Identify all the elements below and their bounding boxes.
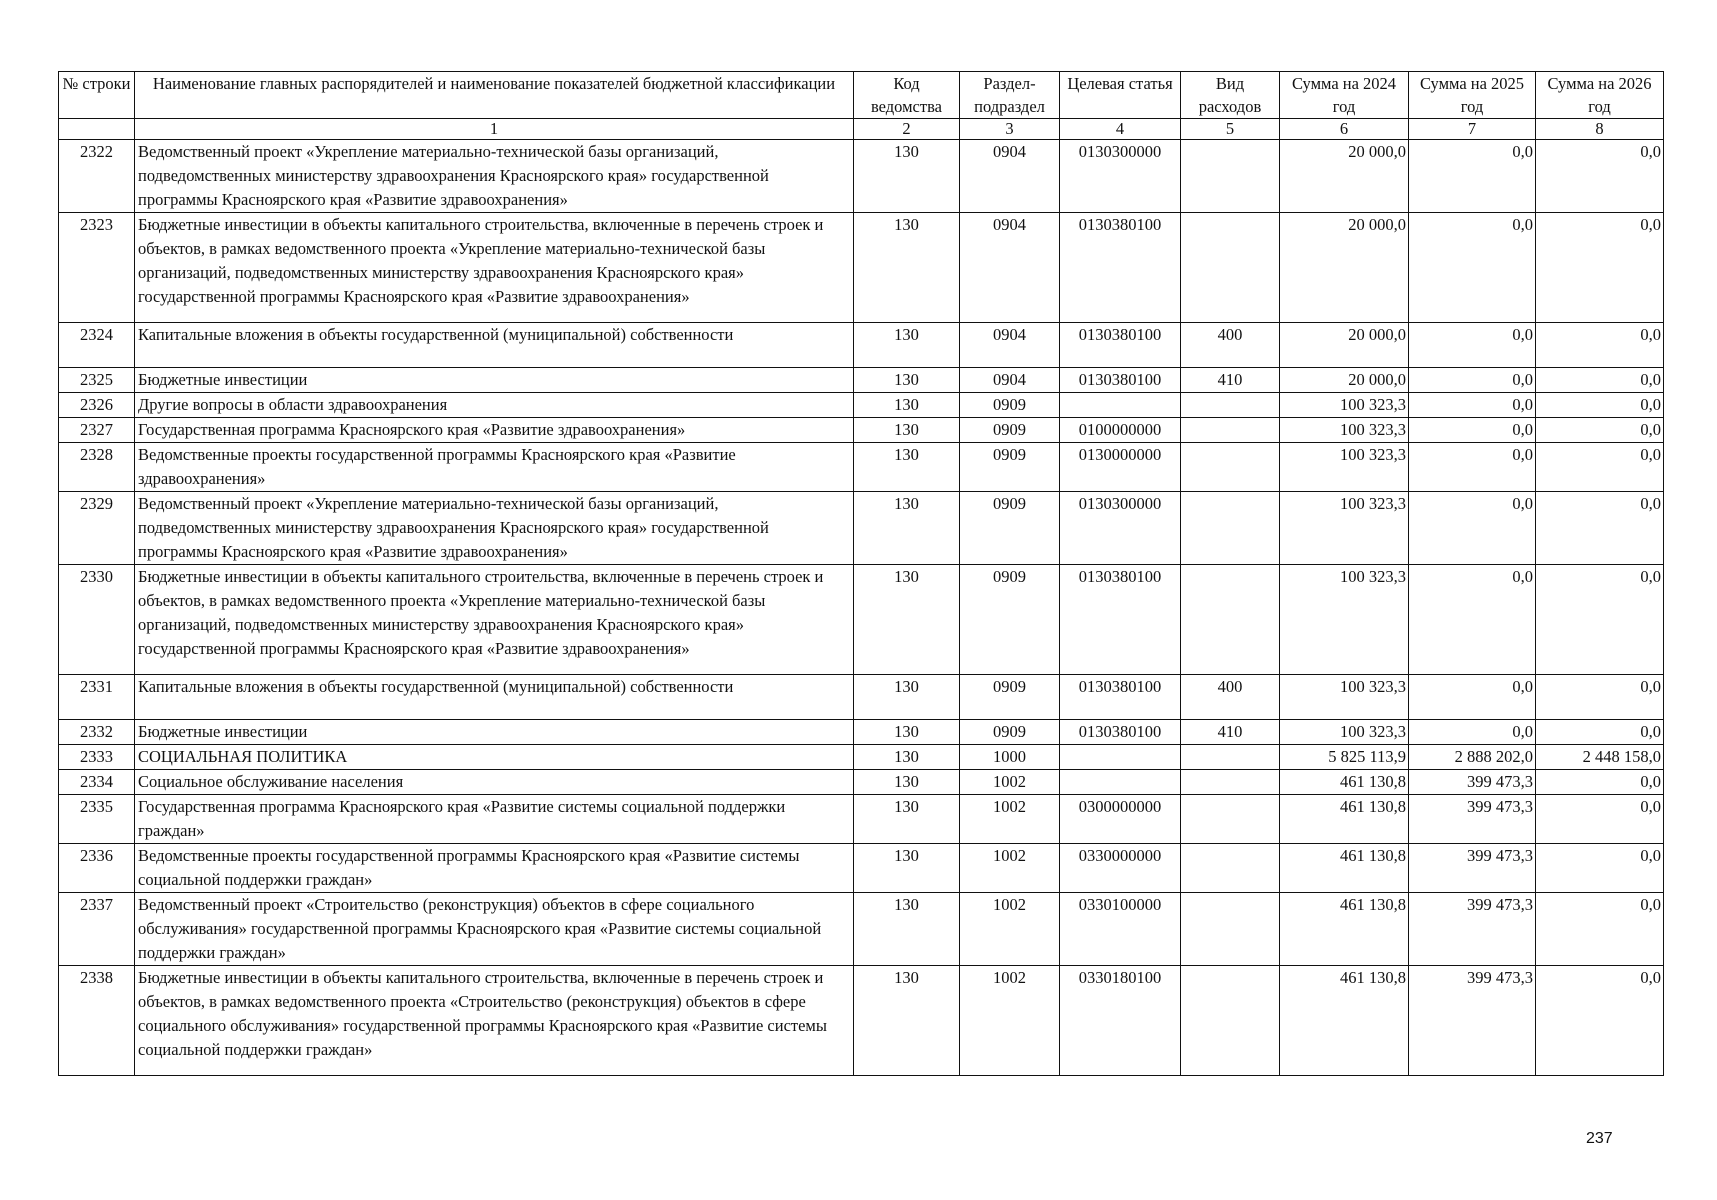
sum-2026-cell: 0,0 — [1536, 368, 1664, 393]
table-body — [59, 140, 1664, 1076]
row-number-cell: 2334 — [59, 770, 135, 795]
sum-2026-cell: 0,0 — [1536, 140, 1664, 213]
sum-2025-cell: 0,0 — [1409, 720, 1536, 745]
target-article-cell — [1060, 745, 1181, 770]
row-number-cell: 2338 — [59, 966, 135, 1076]
budget-table — [58, 71, 1664, 1076]
sum-2024-cell: 100 323,3 — [1280, 443, 1409, 492]
sum-2025-cell: 0,0 — [1409, 213, 1536, 323]
table-row — [59, 844, 1664, 893]
department-code-cell: 130 — [854, 323, 960, 368]
sum-2026-cell: 0,0 — [1536, 443, 1664, 492]
sum-2025-cell: 0,0 — [1409, 675, 1536, 720]
section-cell: 0904 — [960, 323, 1060, 368]
sum-2026-cell: 0,0 — [1536, 966, 1664, 1076]
department-code-cell: 130 — [854, 720, 960, 745]
expense-type-cell — [1181, 492, 1280, 565]
expense-type-cell — [1181, 140, 1280, 213]
table-row — [59, 720, 1664, 745]
column-number: 7 — [1409, 119, 1536, 140]
row-number-cell: 2328 — [59, 443, 135, 492]
row-number-cell: 2335 — [59, 795, 135, 844]
section-cell: 1002 — [960, 893, 1060, 966]
section-cell: 0909 — [960, 720, 1060, 745]
sum-2024-cell: 100 323,3 — [1280, 492, 1409, 565]
sum-2025-cell: 0,0 — [1409, 443, 1536, 492]
row-number-cell: 2329 — [59, 492, 135, 565]
row-number-cell: 2323 — [59, 213, 135, 323]
row-number-cell: 2331 — [59, 675, 135, 720]
header-section: Раздел-подраздел — [960, 72, 1060, 119]
target-article-cell: 0300000000 — [1060, 795, 1181, 844]
table-row — [59, 213, 1664, 323]
page-number: 237 — [1586, 1130, 1613, 1147]
department-code-cell: 130 — [854, 893, 960, 966]
section-cell: 1000 — [960, 745, 1060, 770]
sum-2024-cell: 461 130,8 — [1280, 844, 1409, 893]
section-cell: 0909 — [960, 492, 1060, 565]
expense-type-cell — [1181, 418, 1280, 443]
target-article-cell: 0330000000 — [1060, 844, 1181, 893]
sum-2026-cell: 0,0 — [1536, 770, 1664, 795]
row-name-cell: Бюджетные инвестиции — [135, 720, 854, 745]
table-row — [59, 323, 1664, 368]
target-article-cell — [1060, 393, 1181, 418]
row-name-cell: Капитальные вложения в объекты государственной (муниципальной) собственности — [135, 675, 854, 720]
row-number-cell: 2336 — [59, 844, 135, 893]
table-row — [59, 443, 1664, 492]
table-row — [59, 565, 1664, 675]
column-number: 6 — [1280, 119, 1409, 140]
header-sum-2026: Сумма на 2026 год — [1536, 72, 1664, 119]
sum-2026-cell: 0,0 — [1536, 844, 1664, 893]
row-name-cell: Государственная программа Красноярского края «Развитие здравоохранения» — [135, 418, 854, 443]
department-code-cell: 130 — [854, 393, 960, 418]
row-name-cell: Капитальные вложения в объекты государственной (муниципальной) собственности — [135, 323, 854, 368]
column-number: 5 — [1181, 119, 1280, 140]
sum-2024-cell: 20 000,0 — [1280, 323, 1409, 368]
row-name-cell: Социальное обслуживание населения — [135, 770, 854, 795]
column-number: 4 — [1060, 119, 1181, 140]
sum-2024-cell: 461 130,8 — [1280, 966, 1409, 1076]
sum-2025-cell: 0,0 — [1409, 418, 1536, 443]
table-row — [59, 393, 1664, 418]
row-number-cell: 2327 — [59, 418, 135, 443]
row-name-cell: Бюджетные инвестиции в объекты капитального строительства, включенные в перечень строек и объектов, в рамках ведомственного проекта «Укрепление материально-технической базы организаций, подведомственных министерству здравоохранения Красноярского края» государственной программы Красноярского края «Развитие здравоохранения» — [135, 213, 854, 323]
sum-2026-cell: 0,0 — [1536, 492, 1664, 565]
sum-2024-cell: 100 323,3 — [1280, 720, 1409, 745]
table-row — [59, 492, 1664, 565]
department-code-cell: 130 — [854, 140, 960, 213]
sum-2024-cell: 5 825 113,9 — [1280, 745, 1409, 770]
sum-2026-cell: 0,0 — [1536, 565, 1664, 675]
row-number-cell: 2322 — [59, 140, 135, 213]
sum-2026-cell: 0,0 — [1536, 418, 1664, 443]
sum-2026-cell: 0,0 — [1536, 213, 1664, 323]
header-sum-2024: Сумма на 2024 год — [1280, 72, 1409, 119]
sum-2026-cell: 0,0 — [1536, 675, 1664, 720]
sum-2025-cell: 399 473,3 — [1409, 966, 1536, 1076]
row-number-cell: 2324 — [59, 323, 135, 368]
table-row — [59, 745, 1664, 770]
sum-2025-cell: 0,0 — [1409, 393, 1536, 418]
row-number-cell: 2332 — [59, 720, 135, 745]
target-article-cell: 0130380100 — [1060, 323, 1181, 368]
section-cell: 0909 — [960, 418, 1060, 443]
expense-type-cell — [1181, 844, 1280, 893]
section-cell: 1002 — [960, 795, 1060, 844]
row-name-cell: Бюджетные инвестиции — [135, 368, 854, 393]
expense-type-cell — [1181, 770, 1280, 795]
target-article-cell: 0100000000 — [1060, 418, 1181, 443]
sum-2024-cell: 20 000,0 — [1280, 368, 1409, 393]
expense-type-cell — [1181, 893, 1280, 966]
row-name-cell: Бюджетные инвестиции в объекты капитального строительства, включенные в перечень строек и объектов, в рамках ведомственного проекта «Укрепление материально-технической базы организаций, подведомственных министерству здравоохранения Красноярского края» государственной программы Красноярского края «Развитие здравоохранения» — [135, 565, 854, 675]
target-article-cell: 0130380100 — [1060, 368, 1181, 393]
department-code-cell: 130 — [854, 418, 960, 443]
sum-2024-cell: 20 000,0 — [1280, 140, 1409, 213]
sum-2026-cell: 2 448 158,0 — [1536, 745, 1664, 770]
row-name-cell: Ведомственный проект «Строительство (реконструкция) объектов в сфере социального обслуживания» государственной программы Красноярского края «Развитие системы социальной поддержки граждан» — [135, 893, 854, 966]
expense-type-cell — [1181, 795, 1280, 844]
budget-table-sheet — [58, 71, 1663, 1076]
section-cell: 0909 — [960, 443, 1060, 492]
target-article-cell: 0130380100 — [1060, 675, 1181, 720]
header-row — [59, 72, 1664, 119]
table-row — [59, 675, 1664, 720]
column-number: 8 — [1536, 119, 1664, 140]
expense-type-cell: 410 — [1181, 368, 1280, 393]
sum-2025-cell: 399 473,3 — [1409, 844, 1536, 893]
section-cell: 1002 — [960, 770, 1060, 795]
target-article-cell: 0330100000 — [1060, 893, 1181, 966]
target-article-cell: 0130000000 — [1060, 443, 1181, 492]
header-department-code: Код ведомства — [854, 72, 960, 119]
expense-type-cell — [1181, 745, 1280, 770]
table-row — [59, 418, 1664, 443]
header-expense-type: Вид расходов — [1181, 72, 1280, 119]
column-number-row — [59, 119, 1664, 140]
expense-type-cell: 400 — [1181, 675, 1280, 720]
department-code-cell: 130 — [854, 675, 960, 720]
expense-type-cell — [1181, 213, 1280, 323]
table-row — [59, 770, 1664, 795]
row-name-cell: Бюджетные инвестиции в объекты капитального строительства, включенные в перечень строек и объектов, в рамках ведомственного проекта «Строительство (реконструкция) объектов в сфере социального обслуживания» государственной программы Красноярского края «Развитие системы социальной поддержки граждан» — [135, 966, 854, 1076]
header-row-number: № строки — [59, 72, 135, 119]
sum-2024-cell: 461 130,8 — [1280, 770, 1409, 795]
sum-2025-cell: 0,0 — [1409, 140, 1536, 213]
expense-type-cell — [1181, 565, 1280, 675]
sum-2026-cell: 0,0 — [1536, 393, 1664, 418]
department-code-cell: 130 — [854, 565, 960, 675]
department-code-cell: 130 — [854, 795, 960, 844]
section-cell: 0904 — [960, 140, 1060, 213]
table-row — [59, 368, 1664, 393]
table-row — [59, 795, 1664, 844]
section-cell: 0909 — [960, 675, 1060, 720]
section-cell: 0909 — [960, 565, 1060, 675]
row-name-cell: Ведомственные проекты государственной программы Красноярского края «Развитие системы социальной поддержки граждан» — [135, 844, 854, 893]
row-name-cell: Другие вопросы в области здравоохранения — [135, 393, 854, 418]
column-number: 1 — [135, 119, 854, 140]
table-row — [59, 893, 1664, 966]
row-name-cell: Ведомственные проекты государственной программы Красноярского края «Развитие здравоохранения» — [135, 443, 854, 492]
department-code-cell: 130 — [854, 745, 960, 770]
sum-2024-cell: 20 000,0 — [1280, 213, 1409, 323]
department-code-cell: 130 — [854, 770, 960, 795]
row-number-cell: 2330 — [59, 565, 135, 675]
row-name-cell: Ведомственный проект «Укрепление материально-технической базы организаций, подведомственных министерству здравоохранения Красноярского края» государственной программы Красноярского края «Развитие здравоохранения» — [135, 140, 854, 213]
department-code-cell: 130 — [854, 844, 960, 893]
sum-2025-cell: 399 473,3 — [1409, 770, 1536, 795]
target-article-cell: 0130300000 — [1060, 492, 1181, 565]
sum-2024-cell: 100 323,3 — [1280, 393, 1409, 418]
target-article-cell: 0330180100 — [1060, 966, 1181, 1076]
department-code-cell: 130 — [854, 966, 960, 1076]
target-article-cell: 0130380100 — [1060, 720, 1181, 745]
header-name: Наименование главных распорядителей и наименование показателей бюджетной классификации — [135, 72, 854, 119]
sum-2025-cell: 399 473,3 — [1409, 795, 1536, 844]
row-number-cell: 2337 — [59, 893, 135, 966]
sum-2024-cell: 461 130,8 — [1280, 893, 1409, 966]
target-article-cell — [1060, 770, 1181, 795]
target-article-cell: 0130380100 — [1060, 213, 1181, 323]
sum-2026-cell: 0,0 — [1536, 323, 1664, 368]
department-code-cell: 130 — [854, 368, 960, 393]
sum-2025-cell: 0,0 — [1409, 492, 1536, 565]
expense-type-cell — [1181, 443, 1280, 492]
sum-2025-cell: 2 888 202,0 — [1409, 745, 1536, 770]
sum-2024-cell: 461 130,8 — [1280, 795, 1409, 844]
row-name-cell: Ведомственный проект «Укрепление материально-технической базы организаций, подведомственных министерству здравоохранения Красноярского края» государственной программы Красноярского края «Развитие здравоохранения» — [135, 492, 854, 565]
expense-type-cell: 400 — [1181, 323, 1280, 368]
row-name-cell: СОЦИАЛЬНАЯ ПОЛИТИКА — [135, 745, 854, 770]
header-sum-2025: Сумма на 2025 год — [1409, 72, 1536, 119]
department-code-cell: 130 — [854, 213, 960, 323]
section-cell: 1002 — [960, 844, 1060, 893]
sum-2025-cell: 0,0 — [1409, 368, 1536, 393]
sum-2026-cell: 0,0 — [1536, 893, 1664, 966]
section-cell: 0909 — [960, 393, 1060, 418]
row-name-cell: Государственная программа Красноярского края «Развитие системы социальной поддержки граждан» — [135, 795, 854, 844]
sum-2024-cell: 100 323,3 — [1280, 675, 1409, 720]
sum-2025-cell: 0,0 — [1409, 323, 1536, 368]
sum-2025-cell: 399 473,3 — [1409, 893, 1536, 966]
section-cell: 0904 — [960, 213, 1060, 323]
department-code-cell: 130 — [854, 443, 960, 492]
expense-type-cell: 410 — [1181, 720, 1280, 745]
sum-2024-cell: 100 323,3 — [1280, 418, 1409, 443]
expense-type-cell — [1181, 966, 1280, 1076]
expense-type-cell — [1181, 393, 1280, 418]
row-number-cell: 2325 — [59, 368, 135, 393]
header-target-article: Целевая статья — [1060, 72, 1181, 119]
table-row — [59, 966, 1664, 1076]
sum-2026-cell: 0,0 — [1536, 720, 1664, 745]
column-number: 2 — [854, 119, 960, 140]
sum-2026-cell: 0,0 — [1536, 795, 1664, 844]
row-number-cell: 2326 — [59, 393, 135, 418]
column-number — [59, 119, 135, 140]
department-code-cell: 130 — [854, 492, 960, 565]
section-cell: 1002 — [960, 966, 1060, 1076]
sum-2024-cell: 100 323,3 — [1280, 565, 1409, 675]
target-article-cell: 0130300000 — [1060, 140, 1181, 213]
row-number-cell: 2333 — [59, 745, 135, 770]
sum-2025-cell: 0,0 — [1409, 565, 1536, 675]
target-article-cell: 0130380100 — [1060, 565, 1181, 675]
table-row — [59, 140, 1664, 213]
section-cell: 0904 — [960, 368, 1060, 393]
column-number: 3 — [960, 119, 1060, 140]
